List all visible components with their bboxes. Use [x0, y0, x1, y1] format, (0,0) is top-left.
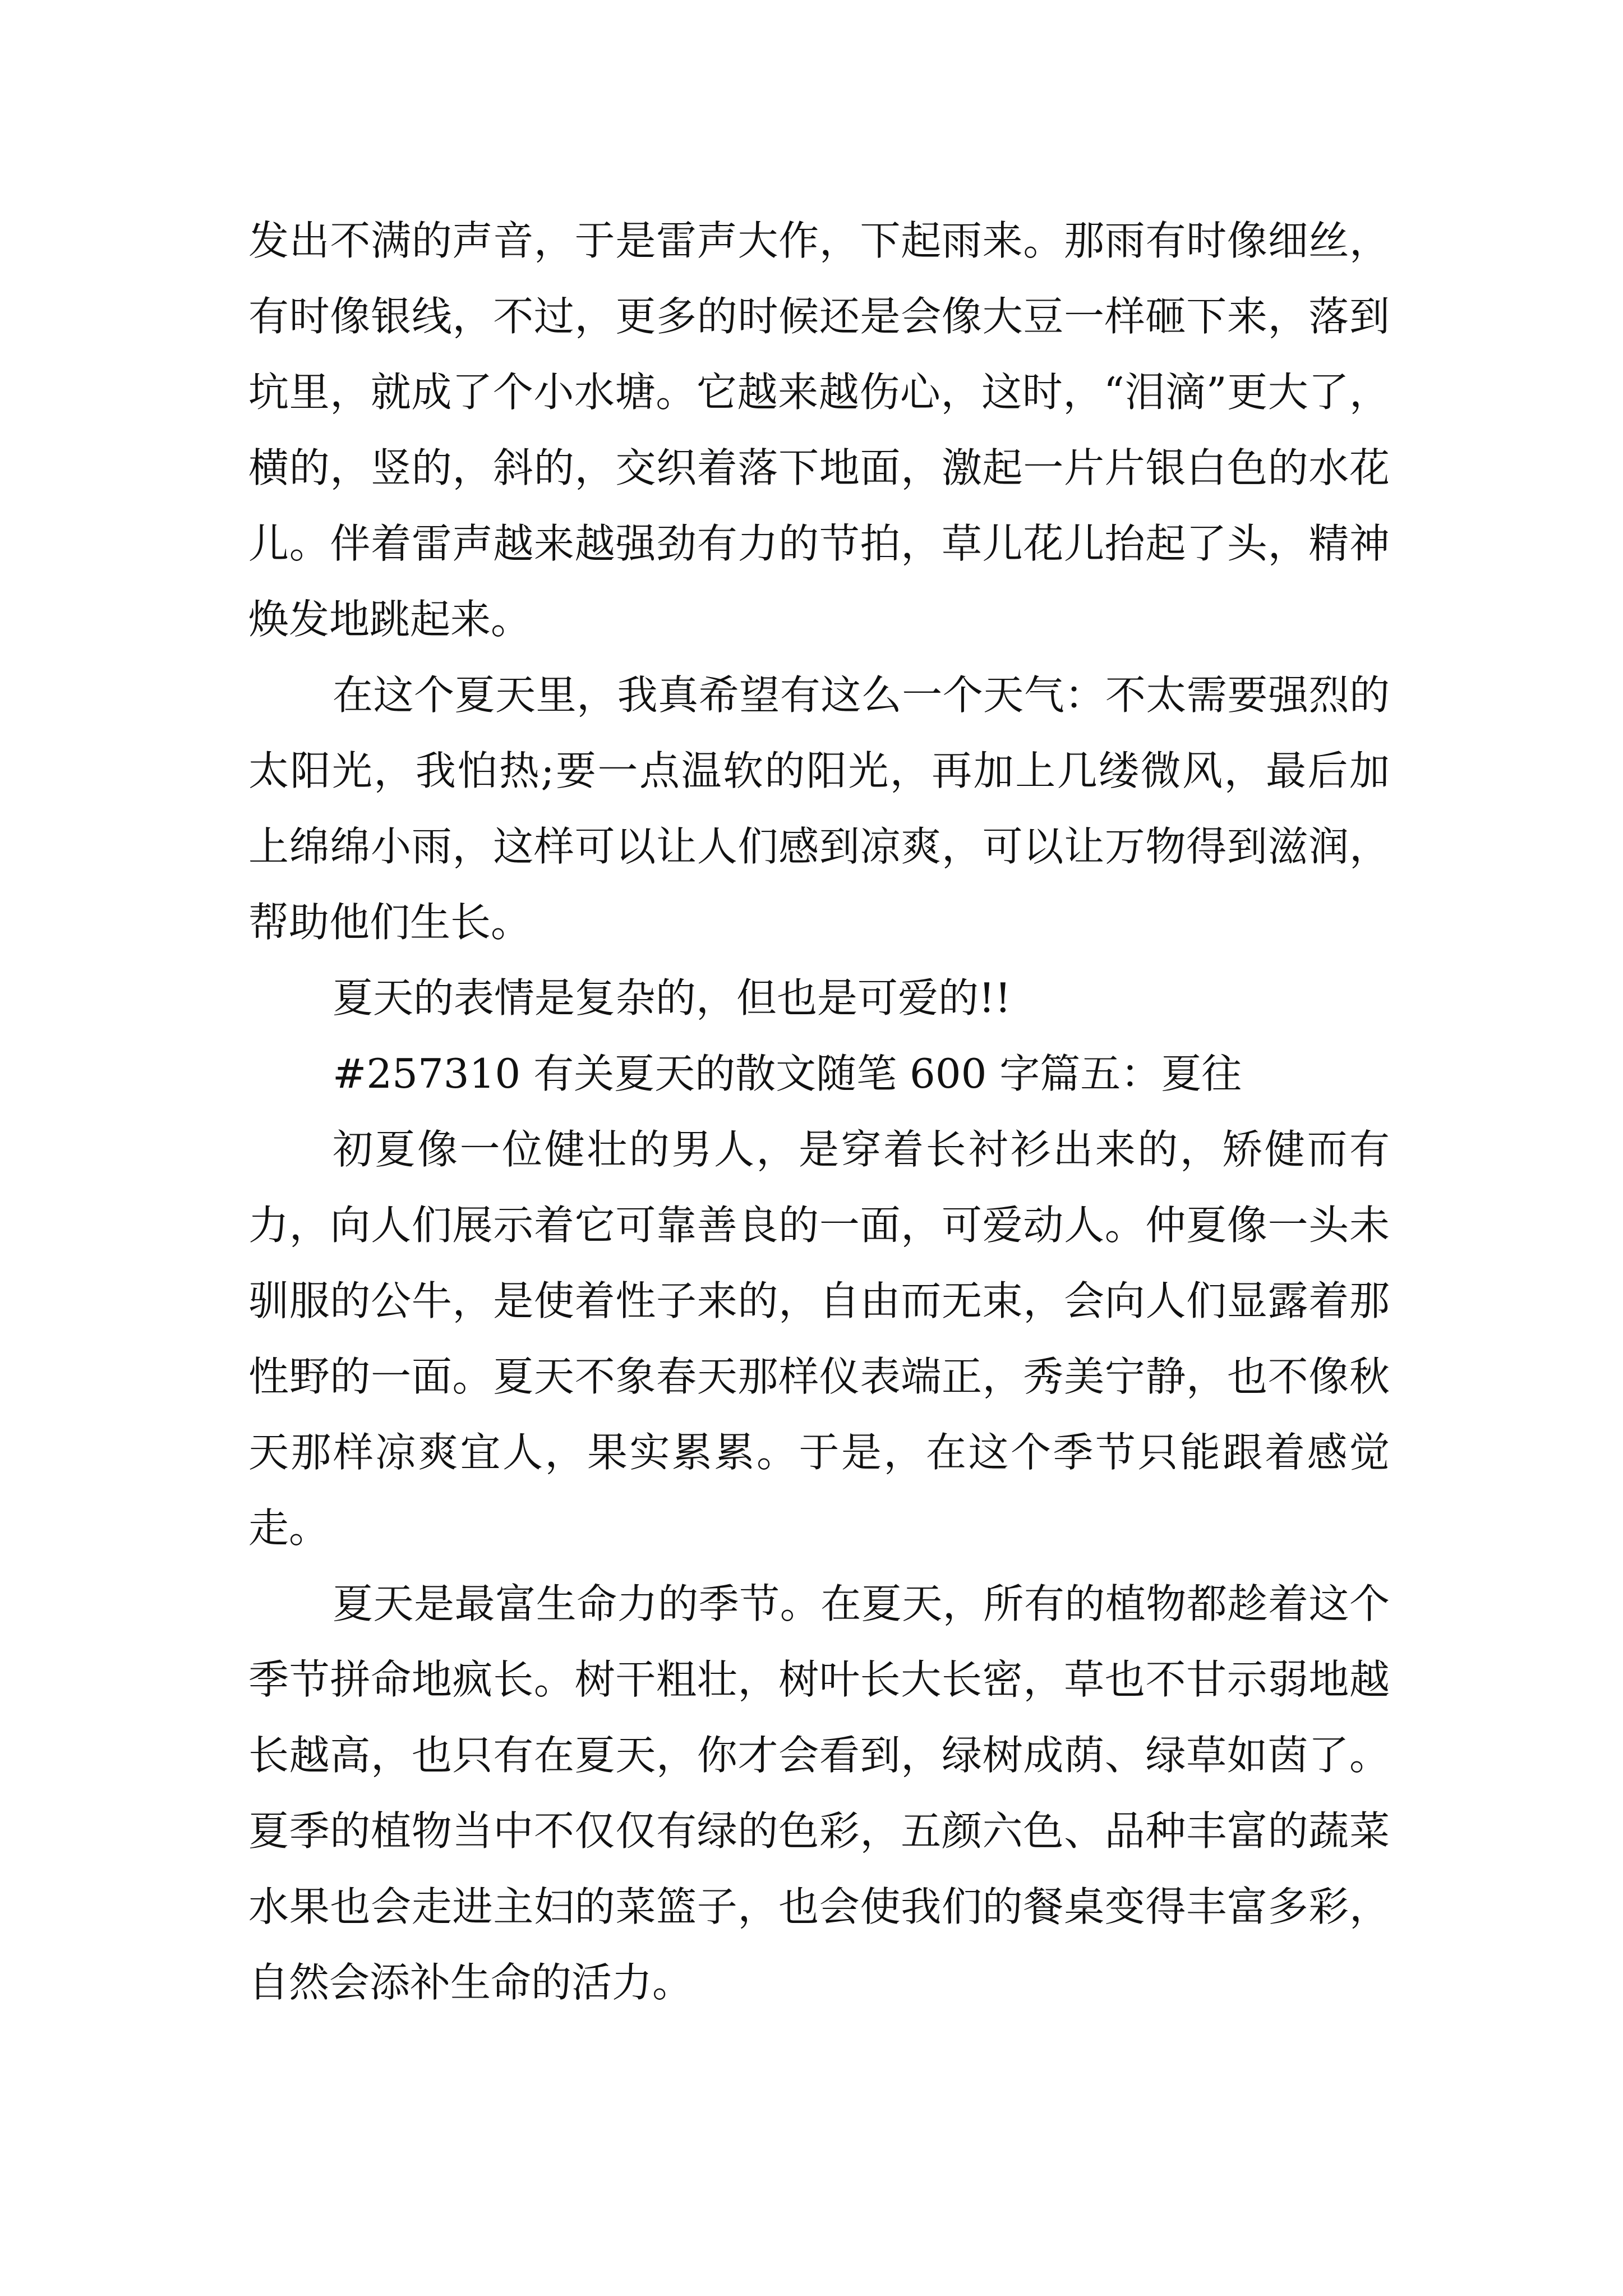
paragraph-continued: 发出不满的声音，于是雷声大作，下起雨来。那雨有时像细丝，有时像银线，不过，更多的时候还是会像大豆一样砸下来，落到坑里，就成了个小水塘。它越来越伤心，这时，“泪滴”更大了，横的，竖的，斜的，交织着落下地面，激起一片片银白色的水花儿。伴着雷声越来越强劲有力的节拍，草儿花儿抬起了头，精神焕发地跳起来。 [248, 217, 1390, 643]
paragraph-summer-expression: 夏天的表情是复杂的，但也是可爱的!! [333, 974, 1011, 1022]
paragraph-weather-wish: 在这个夏天里，我真希望有这么一个天气：不太需要强烈的太阳光，我怕热;要一点温软的阳光，再加上几缕微风，最后加上绵绵小雨，这样可以让人们感到凉爽，可以让万物得到滋润，帮助他们生长。 [248, 671, 1390, 946]
section-heading: #257310 有关夏天的散文随笔 600 字篇五：夏往 [333, 1050, 1242, 1097]
paragraph-vitality: 夏天是最富生命力的季节。在夏天，所有的植物都趁着这个季节拼命地疯长。树干粗壮，树叶长大长密，草也不甘示弱地越长越高，也只有在夏天，你才会看到，绿树成荫、绿草如茵了。夏季的植物当中不仅仅有绿的色彩，五颜六色、品种丰富的蔬菜水果也会走进主妇的菜篮子，也会使我们的餐桌变得丰富多彩，自然会添补生命的活力。 [248, 1580, 1390, 2006]
paragraph-early-summer: 初夏像一位健壮的男人，是穿着长衬衫出来的，矫健而有力，向人们展示着它可靠善良的一面，可爱动人。仲夏像一头未驯服的公牛，是使着性子来的，自由而无束，会向人们显露着那性野的一面。夏天不象春天那样仪表端正，秀美宁静，也不像秋天那样凉爽宜人，果实累累。于是，在这个季节只能跟着感觉走。 [248, 1126, 1390, 1552]
article-body [248, 203, 1390, 2021]
